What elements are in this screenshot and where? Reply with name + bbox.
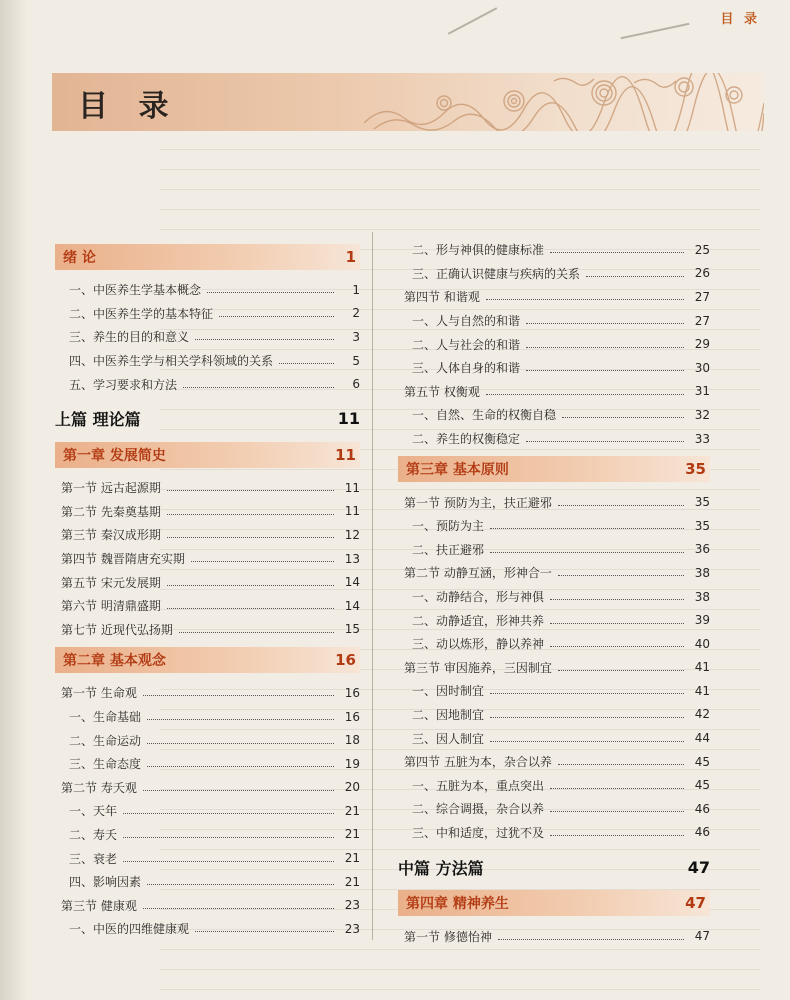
- toc-subsection[interactable]: [398, 703, 710, 727]
- dot-leader: [195, 931, 334, 932]
- wave-ornament: [364, 73, 764, 131]
- toc-section[interactable]: [398, 750, 710, 774]
- dot-leader: [526, 370, 684, 371]
- toc-entry-label: 三、因人制宜: [412, 731, 485, 746]
- toc-section[interactable]: [55, 681, 360, 705]
- toc-entry-label: 二、中医养生学的基本特征: [69, 306, 214, 321]
- dot-leader: [279, 363, 334, 364]
- toc-page-number: 35: [694, 518, 710, 533]
- toc-entry-label: 第四节 五脏为本，杂合以养: [404, 755, 552, 770]
- toc-entry-label: 中篇 方法篇: [398, 858, 484, 878]
- toc-entry-label: 二、人与社会的和谐: [412, 337, 521, 352]
- dot-leader: [179, 632, 334, 633]
- toc-section[interactable]: [398, 380, 710, 404]
- dot-leader: [143, 908, 334, 909]
- dot-leader: [123, 837, 334, 838]
- toc-entry-label: 二、形与神俱的健康标准: [412, 243, 545, 258]
- dot-leader: [486, 394, 684, 395]
- toc-entry-label: 第四节 魏晋隋唐充实期: [61, 552, 185, 567]
- toc-entry-label: 一、人与自然的和谐: [412, 314, 521, 329]
- toc-entry-label: 一、预防为主: [412, 519, 485, 534]
- pen-mark: [448, 7, 498, 35]
- toc-entry-label: 四、中医养生学与相关学科领域的关系: [69, 354, 274, 369]
- toc-entry-label: 第七节 近现代弘扬期: [61, 622, 173, 637]
- running-header: 目 录: [720, 12, 760, 27]
- toc-page-number: 14: [344, 598, 360, 613]
- toc-entry-label: 第二节 动静互涵，形神合一: [404, 566, 552, 581]
- toc-subsection[interactable]: [398, 821, 710, 845]
- toc-entry-label: 三、动以炼形，静以养神: [412, 637, 545, 652]
- toc-entry-label: 第三节 健康观: [61, 898, 137, 913]
- toc-page-number: 30: [694, 360, 710, 375]
- toc-page-number: 32: [694, 407, 710, 422]
- toc-page-number: 3: [352, 329, 360, 344]
- toc-subsection[interactable]: [398, 632, 710, 656]
- toc-subsection[interactable]: [398, 773, 710, 797]
- toc-entry-label: 第四章 精神养生: [406, 896, 509, 913]
- toc-page-number: 5: [352, 353, 360, 368]
- toc-subsection[interactable]: [398, 514, 710, 538]
- toc-entry-label: 三、衰老: [69, 851, 118, 866]
- toc-entry-label: 一、天年: [69, 804, 118, 819]
- dot-leader: [167, 514, 334, 515]
- toc-page-number: 18: [344, 733, 360, 748]
- toc-subsection[interactable]: [55, 823, 360, 847]
- toc-chapter[interactable]: [398, 890, 710, 916]
- toc-chapter[interactable]: [398, 456, 710, 482]
- pen-mark: [621, 23, 690, 40]
- dot-leader: [123, 813, 334, 814]
- dot-leader: [558, 670, 684, 671]
- toc-entry-label: 上篇 理论篇: [55, 410, 141, 430]
- toc-entry-label: 第一节 远古起源期: [61, 481, 161, 496]
- toc-subsection[interactable]: [398, 726, 710, 750]
- toc-page-number: 11: [344, 480, 360, 495]
- toc-page-number: 41: [694, 660, 710, 675]
- toc-subsection[interactable]: [55, 302, 360, 326]
- toc-page-number: 42: [694, 707, 710, 722]
- toc-entry-label: 三、养生的目的和意义: [69, 330, 190, 345]
- toc-entry-label: 一、生命基础: [69, 710, 142, 725]
- dot-leader: [167, 490, 334, 491]
- dot-leader: [490, 693, 684, 694]
- toc-subsection[interactable]: [398, 608, 710, 632]
- toc-entry-label: 二、生命运动: [69, 733, 142, 748]
- toc-subsection[interactable]: [55, 278, 360, 302]
- toc-entry-label: 第五节 宋元发展期: [61, 575, 161, 590]
- toc-entry-label: 一、中医养生学基本概念: [69, 283, 202, 298]
- toc-subsection[interactable]: [398, 262, 710, 286]
- dot-leader: [167, 608, 334, 609]
- toc-entry-label: 一、中医的四维健康观: [69, 922, 190, 937]
- toc-entry-label: 第五节 权衡观: [404, 384, 480, 399]
- toc-subsection[interactable]: [55, 870, 360, 894]
- toc-page-number: 31: [694, 384, 710, 399]
- toc-title: 目 录: [78, 89, 179, 124]
- toc-subsection[interactable]: [55, 325, 360, 349]
- toc-page-number: 13: [344, 551, 360, 566]
- toc-chapter[interactable]: [55, 647, 360, 673]
- toc-right-column: [398, 238, 710, 948]
- toc-page-number: 27: [694, 313, 710, 328]
- toc-page-number: 11: [344, 504, 360, 519]
- toc-page-number: 23: [344, 898, 360, 913]
- dot-leader: [143, 790, 334, 791]
- dot-leader: [147, 884, 334, 885]
- dot-leader: [219, 316, 334, 317]
- toc-entry-label: 第二章 基本观念: [63, 653, 166, 670]
- toc-section[interactable]: [398, 490, 710, 514]
- toc-entry-label: 第一节 修德怡神: [404, 929, 492, 944]
- toc-entry-label: 二、因地制宜: [412, 707, 485, 722]
- dot-leader: [526, 441, 684, 442]
- dot-leader: [147, 766, 334, 767]
- toc-page-number: 35: [694, 495, 710, 510]
- toc-left-column: [55, 238, 360, 941]
- dot-leader: [490, 528, 684, 529]
- toc-entry-label: 一、五脏为本，重点突出: [412, 778, 545, 793]
- toc-entry-label: 第三节 审因施养，三因制宜: [404, 660, 552, 675]
- toc-entry-label: 第二节 寿夭观: [61, 780, 137, 795]
- toc-subsection[interactable]: [55, 372, 360, 396]
- toc-page-number: 40: [694, 636, 710, 651]
- toc-page-number: 21: [344, 874, 360, 889]
- toc-entry-label: 第一章 发展简史: [63, 447, 166, 464]
- toc-subsection[interactable]: [55, 799, 360, 823]
- dot-leader: [558, 764, 684, 765]
- toc-section[interactable]: [55, 500, 360, 524]
- toc-page-number: 35: [685, 460, 706, 479]
- dot-leader: [195, 339, 334, 340]
- toc-page-number: 15: [344, 622, 360, 637]
- dot-leader: [123, 861, 334, 862]
- toc-subsection[interactable]: [398, 356, 710, 380]
- dot-leader: [490, 552, 684, 553]
- dot-leader: [167, 585, 334, 586]
- toc-page-number: 29: [694, 337, 710, 352]
- toc-part[interactable]: [398, 850, 710, 884]
- dot-leader: [586, 276, 684, 277]
- toc-entry-label: 四、影响因素: [69, 875, 142, 890]
- dot-leader: [167, 537, 334, 538]
- toc-subsection[interactable]: [55, 705, 360, 729]
- toc-page-number: 38: [694, 565, 710, 580]
- toc-entry-label: 绪 论: [63, 250, 96, 266]
- toc-entry-label: 二、扶正避邪: [412, 542, 485, 557]
- dot-leader: [147, 743, 334, 744]
- toc-chapter[interactable]: [55, 244, 360, 270]
- toc-entry-label: 第二节 先秦奠基期: [61, 504, 161, 519]
- toc-entry-label: 二、动静适宜，形神共养: [412, 613, 545, 628]
- toc-page-number: 23: [344, 921, 360, 936]
- dot-leader: [147, 719, 334, 720]
- toc-page-number: 47: [687, 857, 710, 877]
- toc-subsection[interactable]: [55, 349, 360, 373]
- toc-page-number: 47: [685, 894, 706, 913]
- toc-page-number: 11: [335, 445, 356, 464]
- toc-section[interactable]: [55, 547, 360, 571]
- toc-subsection[interactable]: [398, 309, 710, 333]
- toc-page-number: 25: [694, 242, 710, 257]
- toc-entry-label: 三、人体自身的和谐: [412, 361, 521, 376]
- toc-subsection[interactable]: [398, 797, 710, 821]
- toc-subsection[interactable]: [398, 332, 710, 356]
- toc-section[interactable]: [55, 893, 360, 917]
- toc-page-number: 19: [344, 756, 360, 771]
- toc-entry-label: 第一节 预防为主，扶正避邪: [404, 495, 552, 510]
- toc-page-number: 46: [694, 825, 710, 840]
- dot-leader: [526, 323, 684, 324]
- toc-subsection[interactable]: [55, 917, 360, 941]
- toc-section[interactable]: [398, 656, 710, 680]
- toc-page-number: 27: [694, 289, 710, 304]
- dot-leader: [191, 561, 334, 562]
- dot-leader: [558, 575, 684, 576]
- toc-page-number: 16: [335, 651, 356, 670]
- toc-page-number: 36: [694, 542, 710, 557]
- toc-page-number: 16: [344, 709, 360, 724]
- dot-leader: [550, 252, 684, 253]
- toc-page-number: 21: [344, 851, 360, 866]
- toc-page-number: 6: [352, 377, 360, 392]
- toc-entry-label: 二、寿夭: [69, 827, 118, 842]
- toc-page-number: 21: [344, 827, 360, 842]
- column-divider: [372, 232, 373, 940]
- toc-entry-label: 三、中和适度，过犹不及: [412, 825, 545, 840]
- dot-leader: [490, 717, 684, 718]
- toc-subsection[interactable]: [55, 728, 360, 752]
- page-gutter-shadow: [0, 0, 28, 1000]
- toc-section[interactable]: [55, 523, 360, 547]
- toc-page-number: 47: [694, 929, 710, 944]
- toc-subsection[interactable]: [55, 846, 360, 870]
- toc-entry-label: 五、学习要求和方法: [69, 377, 178, 392]
- toc-page-number: 26: [694, 266, 710, 281]
- toc-page-number: 45: [694, 754, 710, 769]
- toc-entry-label: 一、因时制宜: [412, 684, 485, 699]
- toc-page-number: 12: [344, 527, 360, 542]
- toc-chapter[interactable]: [55, 442, 360, 468]
- toc-entry-label: 一、自然、生命的权衡自稳: [412, 408, 557, 423]
- toc-page-number: 1: [352, 282, 360, 297]
- toc-subsection[interactable]: [55, 752, 360, 776]
- toc-entry-label: 第一节 生命观: [61, 686, 137, 701]
- toc-section[interactable]: [55, 776, 360, 800]
- toc-page-number: 33: [694, 431, 710, 446]
- dot-leader: [207, 292, 334, 293]
- toc-page-number: 21: [344, 803, 360, 818]
- toc-page-number: 1: [345, 248, 356, 266]
- toc-entry-label: 三、正确认识健康与疾病的关系: [412, 266, 581, 281]
- dot-leader: [526, 347, 684, 348]
- toc-page-number: 41: [694, 683, 710, 698]
- toc-entry-label: 第四节 和谐观: [404, 290, 480, 305]
- dot-leader: [550, 811, 684, 812]
- toc-subsection[interactable]: [398, 538, 710, 562]
- dot-leader: [498, 939, 684, 940]
- toc-page-number: 2: [352, 306, 360, 321]
- toc-subsection[interactable]: [398, 427, 710, 451]
- toc-entry-label: 二、综合调摄，杂合以养: [412, 802, 545, 817]
- toc-section[interactable]: [398, 561, 710, 585]
- toc-subsection[interactable]: [398, 679, 710, 703]
- dot-leader: [143, 695, 334, 696]
- toc-page-number: 44: [694, 731, 710, 746]
- toc-section[interactable]: [398, 285, 710, 309]
- dot-leader: [558, 505, 684, 506]
- toc-section[interactable]: [398, 924, 710, 948]
- toc-entry-label: 第三章 基本原则: [406, 462, 509, 479]
- toc-page-number: 39: [694, 613, 710, 628]
- toc-page-number: 16: [344, 685, 360, 700]
- dot-leader: [550, 835, 684, 836]
- toc-section[interactable]: [55, 476, 360, 500]
- toc-section[interactable]: [55, 594, 360, 618]
- toc-page-number: 46: [694, 801, 710, 816]
- toc-page-number: 14: [344, 575, 360, 590]
- toc-section[interactable]: [55, 618, 360, 642]
- toc-entry-label: 一、动静结合，形与神俱: [412, 590, 545, 605]
- toc-section[interactable]: [55, 570, 360, 594]
- toc-entry-label: 二、养生的权衡稳定: [412, 432, 521, 447]
- dot-leader: [183, 387, 334, 388]
- toc-page-number: 20: [344, 780, 360, 795]
- dot-leader: [550, 646, 684, 647]
- toc-page-number: 45: [694, 778, 710, 793]
- dot-leader: [550, 623, 684, 624]
- dot-leader: [490, 741, 684, 742]
- dot-leader: [562, 417, 684, 418]
- toc-page-number: 38: [694, 589, 710, 604]
- toc-part[interactable]: [55, 402, 360, 436]
- toc-page-number: 11: [337, 409, 360, 429]
- toc-entry-label: 第三节 秦汉成形期: [61, 528, 161, 543]
- dot-leader: [486, 299, 684, 300]
- toc-subsection[interactable]: [398, 585, 710, 609]
- toc-banner: [52, 73, 764, 131]
- dot-leader: [550, 788, 684, 789]
- dot-leader: [550, 599, 684, 600]
- toc-subsection[interactable]: [398, 238, 710, 262]
- toc-subsection[interactable]: [398, 403, 710, 427]
- toc-entry-label: 三、生命态度: [69, 757, 142, 772]
- toc-entry-label: 第六节 明清鼎盛期: [61, 599, 161, 614]
